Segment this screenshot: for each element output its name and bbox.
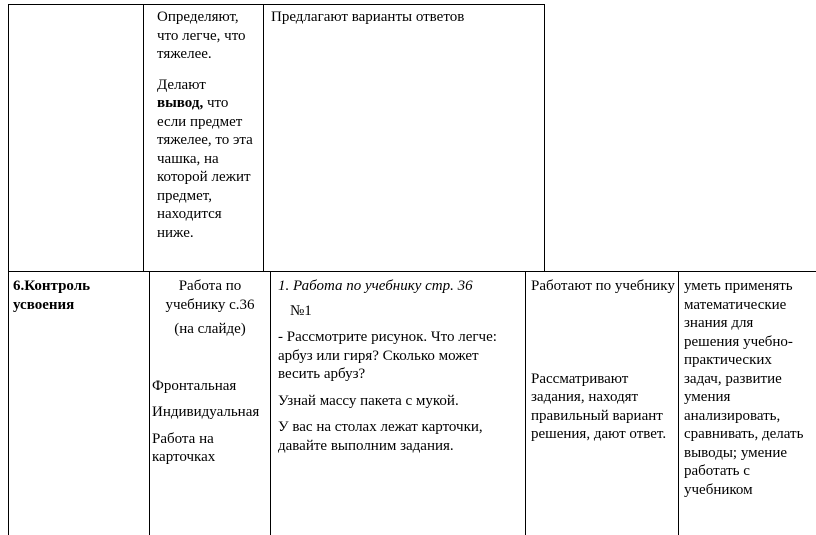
content-number: №1 bbox=[290, 302, 312, 319]
forms-cell bbox=[152, 277, 268, 467]
bottom-table-border-top bbox=[8, 271, 816, 272]
skills-cell bbox=[684, 277, 812, 499]
content-heading: 1. Работа по учебнику стр. 36 bbox=[278, 278, 473, 294]
top-pupils-cell bbox=[157, 8, 261, 242]
stage-label: 6.Контроль усвоения bbox=[13, 278, 91, 313]
form-individual: Индивидуальная bbox=[152, 404, 260, 420]
bottom-table-border-left bbox=[8, 271, 9, 535]
top-teacher-cell bbox=[271, 8, 541, 27]
bottom-table-divider-2 bbox=[270, 271, 271, 535]
form-slide: (на слайде) bbox=[174, 321, 246, 337]
pupils-activity-2: Рассматривают задания, находят правильный вариант решения, дают ответ. bbox=[531, 370, 667, 442]
content-cards-task: У вас на столах лежат карточки, давайте выполним задания. bbox=[278, 419, 483, 454]
pupils-activity-cell bbox=[531, 277, 675, 444]
content-question: - Рассмотрите рисунок. Что легче: арбуз или гиря? Сколько может весить арбуз? bbox=[278, 329, 497, 382]
form-cards: Работа на карточках bbox=[152, 430, 216, 465]
top-table-divider-2 bbox=[263, 4, 264, 271]
top-table-divider-1 bbox=[143, 4, 144, 271]
content-cell bbox=[278, 277, 520, 455]
form-frontal: Фронтальная bbox=[152, 377, 237, 394]
top-table-border-top bbox=[8, 4, 545, 5]
top-table-border-right bbox=[544, 4, 545, 271]
stage-label-cell bbox=[13, 277, 133, 314]
skills-text: уметь применять математические знания для решения учебно-практических задач, развитие умения анализировать, сравнивать, делать выводы; умение работать с учебником bbox=[684, 278, 804, 498]
content-flour-task: Узнай массу пакета с мукой. bbox=[278, 392, 459, 409]
top-table-border-left bbox=[8, 4, 9, 271]
bottom-table-divider-4 bbox=[678, 271, 679, 535]
top-pupils-para2 bbox=[157, 76, 261, 243]
conclusion-bold-word: вывод, bbox=[157, 95, 204, 111]
conclusion-prefix: Делают bbox=[157, 76, 206, 93]
conclusion-rest: что если предмет тяжелее, то эта чашка, на которой лежит предмет, находится ниже. bbox=[157, 95, 253, 241]
form-textbook: Работа по учебнику с.36 bbox=[165, 278, 255, 313]
top-teacher-text: Предлагают варианты ответов bbox=[271, 9, 465, 25]
bottom-table-divider-1 bbox=[149, 271, 150, 535]
top-pupils-para1: Определяют, что легче, что тяжелее. bbox=[157, 9, 246, 62]
bottom-table-divider-3 bbox=[525, 271, 526, 535]
pupils-activity-1: Работают по учебнику bbox=[531, 278, 675, 294]
